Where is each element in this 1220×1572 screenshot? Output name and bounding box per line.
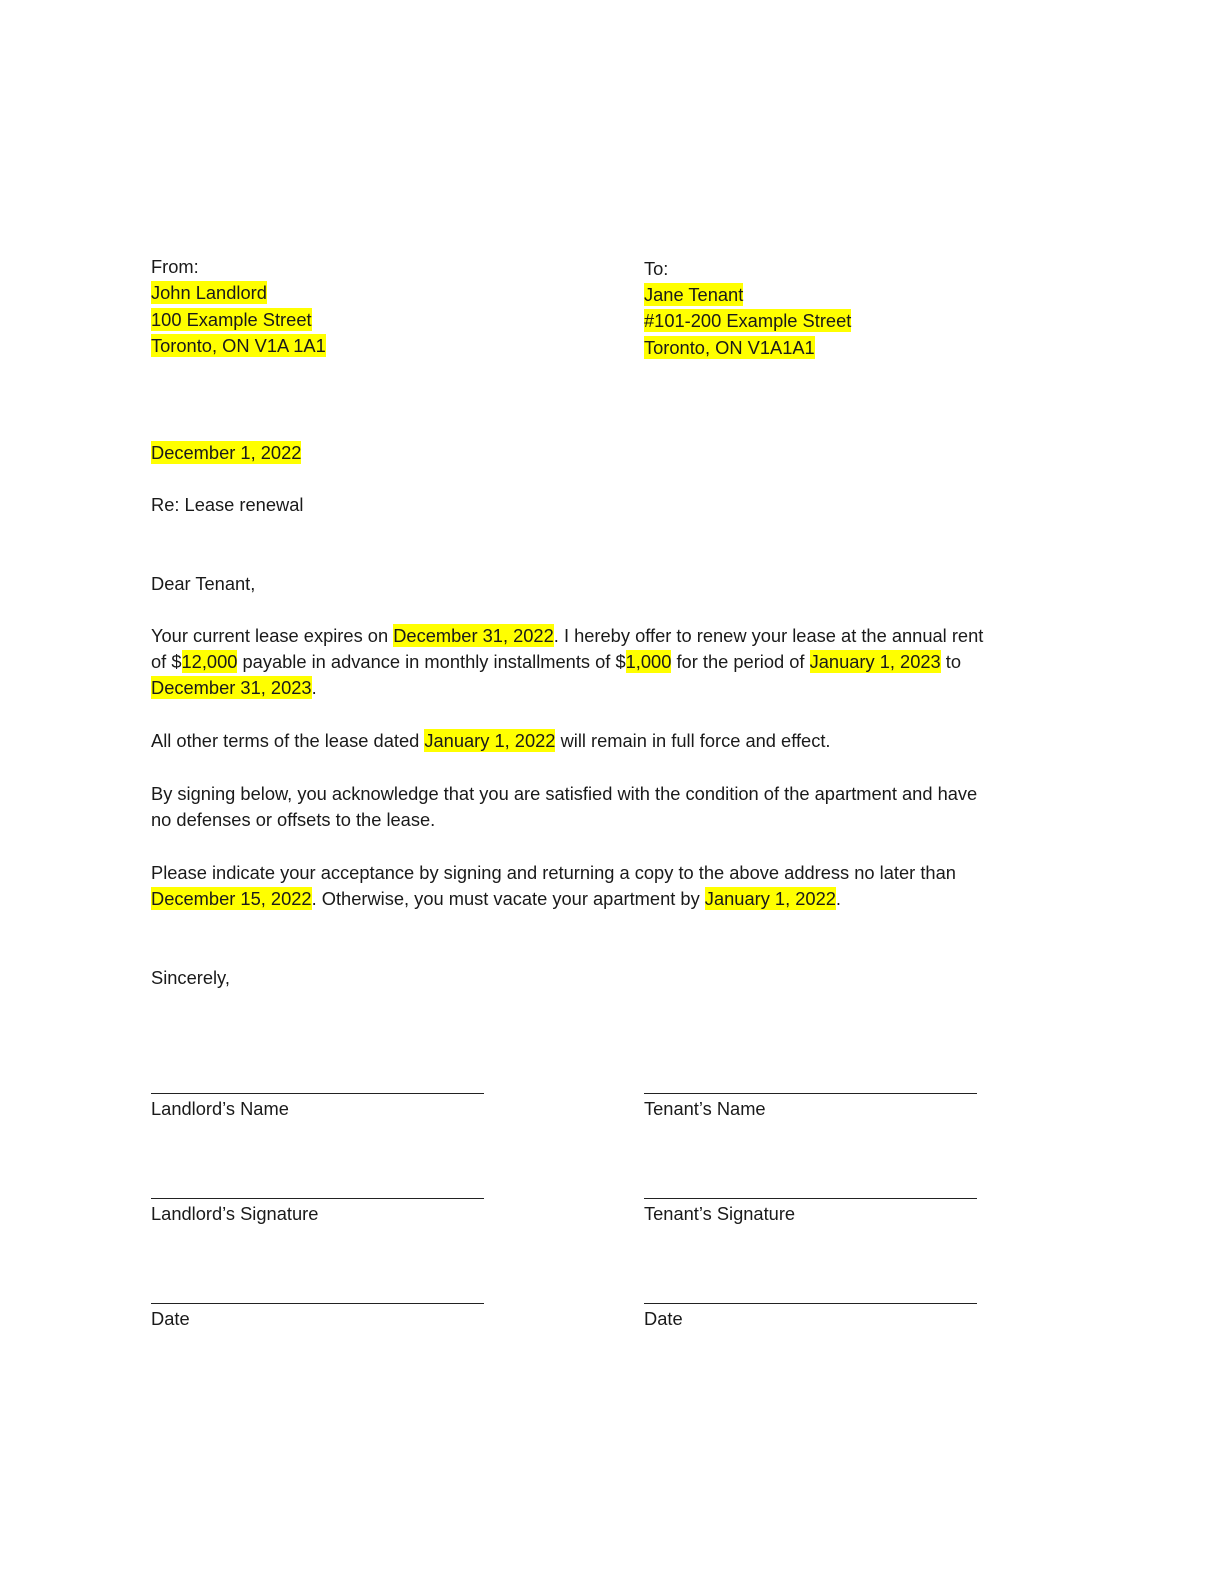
vacate-date: January 1, 2022 <box>704 888 836 909</box>
letter-date: December 1, 2022 <box>151 442 302 463</box>
from-street: 100 Example Street <box>151 309 312 330</box>
period-end: December 31, 2023 <box>151 677 312 698</box>
landlord-date-line <box>151 1302 484 1304</box>
to-name: Jane Tenant <box>644 284 744 305</box>
from-name: John Landlord <box>151 282 267 303</box>
tenant-date-label: Date <box>644 1308 683 1329</box>
landlord-date-label: Date <box>151 1308 190 1329</box>
annual-rent: 12,000 <box>181 651 238 672</box>
paragraph-other-terms: All other terms of the lease dated January 1, 2022 will remain in full force and effect. <box>151 730 831 751</box>
landlord-signature-label: Landlord’s Signature <box>151 1203 319 1224</box>
tenant-name-line <box>644 1092 977 1094</box>
tenant-signature-line <box>644 1197 977 1199</box>
monthly-rent: 1,000 <box>625 651 672 672</box>
tenant-name-label: Tenant’s Name <box>644 1098 766 1119</box>
subject-line: Re: Lease renewal <box>151 494 304 515</box>
to-city: Toronto, ON V1A1A1 <box>644 337 815 358</box>
salutation: Dear Tenant, <box>151 573 256 594</box>
from-label: From: <box>151 256 199 277</box>
tenant-signature-label: Tenant’s Signature <box>644 1203 796 1224</box>
landlord-name-line <box>151 1092 484 1094</box>
from-city: Toronto, ON V1A 1A1 <box>151 335 326 356</box>
to-label: To: <box>644 258 669 279</box>
to-street: #101-200 Example Street <box>644 310 852 331</box>
closing: Sincerely, <box>151 967 230 988</box>
original-lease-date: January 1, 2022 <box>424 730 556 751</box>
landlord-signature-line <box>151 1197 484 1199</box>
acceptance-deadline: December 15, 2022 <box>151 888 312 909</box>
period-start: January 1, 2023 <box>809 651 941 672</box>
landlord-name-label: Landlord’s Name <box>151 1098 289 1119</box>
lease-expiry-date: December 31, 2022 <box>393 625 554 646</box>
tenant-date-line <box>644 1302 977 1304</box>
